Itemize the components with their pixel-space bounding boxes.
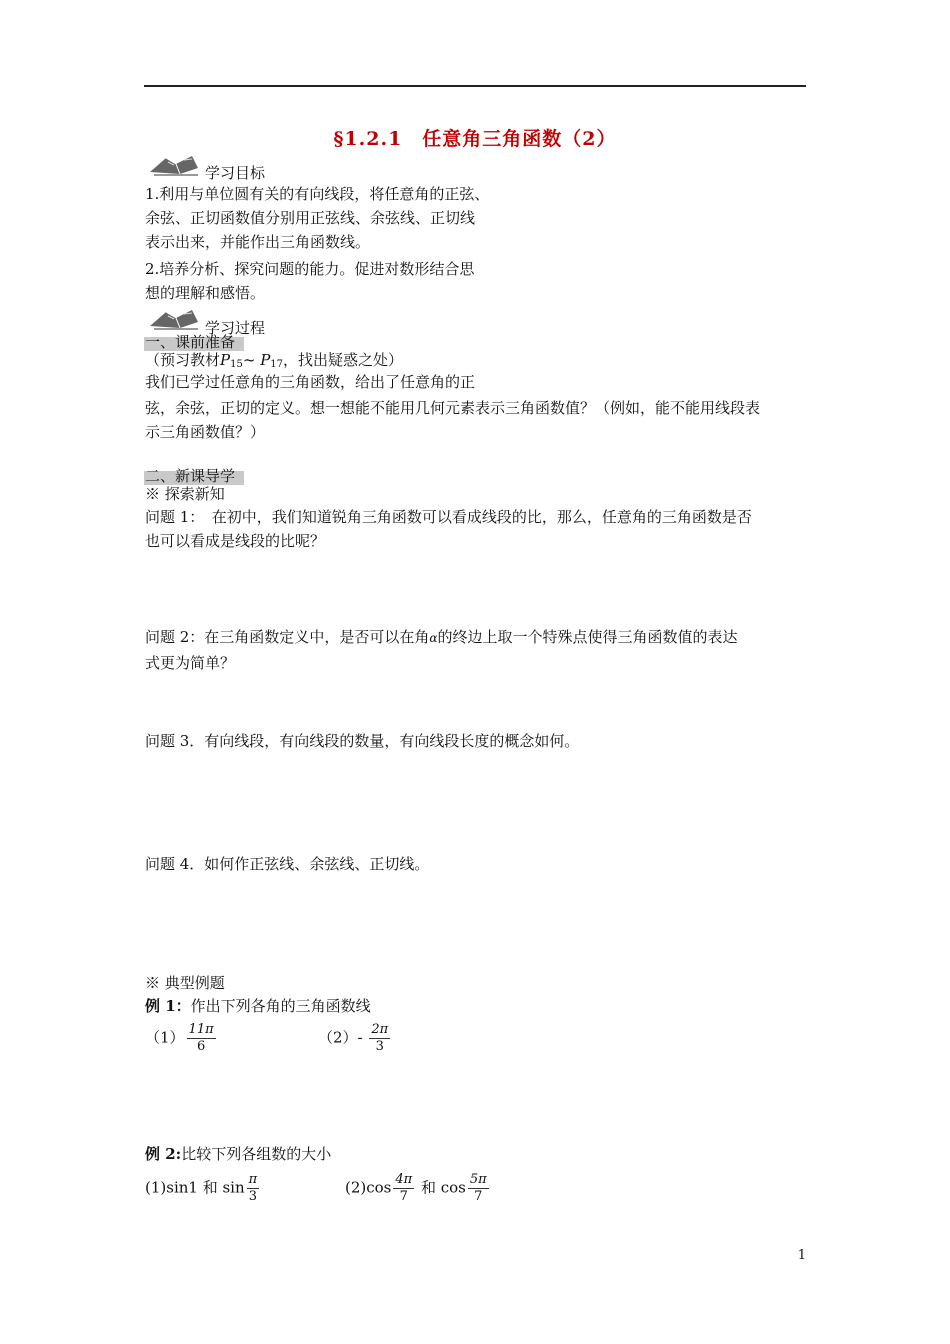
example-1-item: （1） $\frac{11\pi}{6}$ (145, 1022, 214, 1054)
question-3: 问题 3．有向线段，有向线段的数量，有向线段长度的概念如何。 (145, 732, 580, 750)
question-1: 也可以看成是线段的比呢？ (145, 532, 326, 550)
fraction: $\frac{5\pi}{7}$ (469, 1172, 487, 1204)
question-2: 问题 2：在三角函数定义中，是否可以在角α的终边上取一个特殊点使得三角函数值的表达 (145, 628, 738, 646)
top-rule (144, 85, 806, 87)
question-4: 问题 4．如何作正弦线、余弦线、正切线。 (145, 855, 430, 873)
fraction: $\frac{2\pi}{3}$ (371, 1022, 389, 1054)
page-number: 1 (797, 1248, 806, 1263)
example-2: 例 2:比较下列各组数的大小 (145, 1145, 332, 1163)
process-heading: 学习过程 (205, 319, 266, 337)
goal-line: 表示出来，并能作出三角函数线。 (145, 233, 371, 251)
prep-line: 示三角函数值？） (145, 423, 266, 441)
book-icon (146, 150, 202, 178)
question-2: 式更为简单？ (145, 654, 236, 672)
example-2-item: (1)sin1 和 sin $\frac{\pi}{3}$ (145, 1172, 258, 1204)
prep-note: （预习教材$P_{15}\sim$ $P_{17}$，找出疑惑之处） (145, 351, 404, 370)
example-2-item: (2)cos $\frac{4\pi}{7}$ 和 cos $\frac{5\pi}{7}$ (345, 1172, 487, 1204)
fraction: $\frac{11\pi}{6}$ (188, 1022, 214, 1054)
page-title: §1.2.1 任意角三角函数（2） (333, 128, 617, 150)
prep-line: 弦，余弦，正切的定义。想一想能不能用几何元素表示三角函数值？（例如，能不能用线段表 (145, 399, 761, 417)
example-1: 例 1：作出下列各角的三角函数线 (145, 997, 371, 1015)
fraction: $\frac{4\pi}{7}$ (395, 1172, 413, 1204)
goal-line: 1.利用与单位圆有关的有向线段，将任意角的正弦、 (145, 185, 490, 203)
book-icon (146, 304, 202, 332)
example-1-item: （2）- $\frac{2\pi}{3}$ (318, 1022, 389, 1054)
new-lesson-heading: 二、新课导学 (145, 467, 236, 485)
question-1: 问题 1： 在初中，我们知道锐角三角函数可以看成线段的比，那么，任意角的三角函数是否 (145, 508, 752, 526)
goal-line: 想的理解和感悟。 (145, 284, 266, 302)
goals-heading: 学习目标 (205, 164, 266, 182)
examples-heading: ※ 典型例题 (145, 974, 225, 992)
goal-line: 余弦、正切函数值分别用正弦线、余弦线、正切线 (145, 209, 476, 227)
prep-heading: 一、课前准备 (145, 333, 236, 351)
explore-heading: ※ 探索新知 (145, 485, 225, 503)
prep-line: 我们已学过任意角的三角函数，给出了任意角的正 (145, 373, 476, 391)
fraction: $\frac{\pi}{3}$ (248, 1172, 258, 1204)
goal-line: 2.培养分析、探究问题的能力。促进对数形结合思 (145, 260, 475, 278)
